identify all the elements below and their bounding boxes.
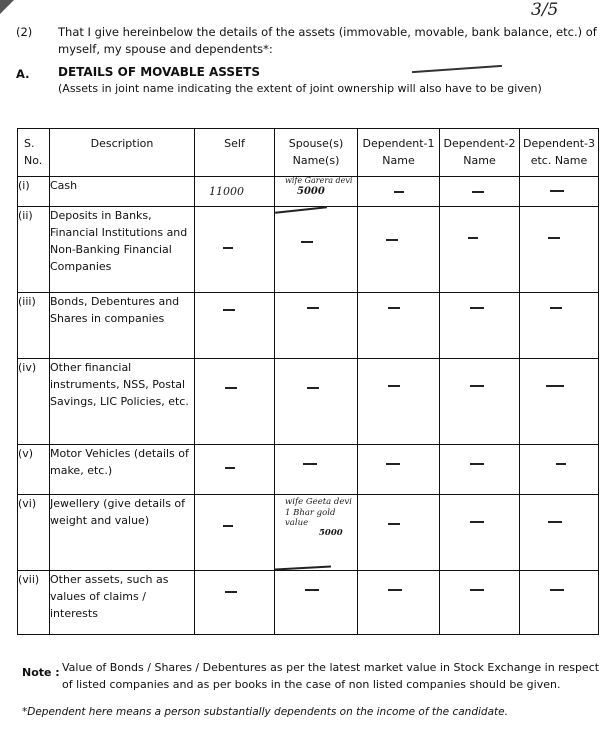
cell-dependent-3 (520, 177, 599, 207)
header-self: Self (195, 129, 275, 177)
dash-mark (303, 463, 317, 465)
table-row (18, 495, 599, 571)
section-note: (Assets in joint name indicating the extent of joint ownership will also have to be given) (58, 82, 542, 95)
dash-mark (548, 237, 560, 239)
dash-mark (470, 589, 484, 591)
cell-dependent-1 (358, 445, 440, 495)
cell-dependent-1 (358, 495, 440, 571)
row-number: (vi) (18, 495, 50, 571)
row-description: Other financial instruments, NSS, Postal Savings, LIC Policies, etc. (50, 359, 195, 445)
table-header-row (18, 129, 599, 177)
dash-mark (223, 247, 233, 249)
cell-dependent-1 (358, 177, 440, 207)
dash-mark (305, 589, 319, 591)
row-description: Cash (50, 177, 195, 207)
cell-dependent-3 (520, 207, 599, 293)
row-description: Motor Vehicles (details of make, etc.) (50, 445, 195, 495)
dash-mark (307, 387, 319, 389)
dash-mark (388, 385, 400, 387)
cell-dependent-3 (520, 359, 599, 445)
cell-spouse (275, 293, 358, 359)
table-row (18, 445, 599, 495)
dash-mark (468, 237, 478, 239)
header-dependent-2: Dependent-2 Name (440, 129, 520, 177)
cell-dependent-2 (440, 177, 520, 207)
row-number: (iii) (18, 293, 50, 359)
dash-mark (550, 589, 564, 591)
dash-mark (470, 307, 484, 309)
row-description: Jewellery (give details of weight and value) (50, 495, 195, 571)
cell-dependent-1 (358, 293, 440, 359)
dash-mark (301, 241, 313, 243)
row-number: (iv) (18, 359, 50, 445)
note-line-1: Value of Bonds / Shares / Debentures as per the latest market value in Stock Exchange in respect (62, 661, 600, 674)
table-row (18, 207, 599, 293)
dash-mark (388, 523, 400, 525)
cell-spouse (275, 177, 358, 207)
handwritten-value: 5000 (297, 185, 325, 197)
dash-mark (388, 307, 400, 309)
cell-dependent-2 (440, 293, 520, 359)
handwritten-value: 11000 (209, 185, 244, 198)
dash-mark (550, 307, 562, 309)
dash-mark (470, 463, 484, 465)
cell-self (195, 293, 275, 359)
cell-spouse (275, 571, 358, 635)
handwritten-note: wife Garera devi (285, 176, 353, 185)
intro-number: (2) (16, 25, 33, 39)
handwritten-note: wife Geeta devi 1 Bhar gold value (285, 497, 352, 529)
dash-mark (223, 309, 235, 311)
row-description: Bonds, Debentures and Shares in companies (50, 293, 195, 359)
dash-mark (223, 525, 233, 527)
movable-assets-table (17, 128, 599, 635)
dash-mark (225, 591, 237, 593)
intro-line-2: myself, my spouse and dependents*: (58, 42, 273, 56)
table-row (18, 293, 599, 359)
cell-self (195, 359, 275, 445)
row-description: Other assets, such as values of claims / interests (50, 571, 195, 635)
pen-stroke (412, 65, 502, 73)
cell-dependent-1 (358, 359, 440, 445)
footnote: *Dependent here means a person substantially dependents on the income of the candidate. (22, 706, 508, 718)
cell-self (195, 177, 275, 207)
cell-dependent-3 (520, 293, 599, 359)
intro-line-1: That I give hereinbelow the details of the assets (immovable, movable, bank balance, etc.) of (58, 25, 597, 39)
cell-spouse (275, 495, 358, 571)
cell-spouse (275, 359, 358, 445)
dash-mark (386, 463, 400, 465)
table-row (18, 177, 599, 207)
handwritten-value: 5000 (319, 527, 343, 538)
dash-mark (388, 589, 402, 591)
section-title: DETAILS OF MOVABLE ASSETS (58, 65, 261, 79)
header-spouse: Spouse(s) Name(s) (275, 129, 358, 177)
cell-dependent-3 (520, 571, 599, 635)
dash-mark (548, 521, 562, 523)
row-number: (vii) (18, 571, 50, 635)
cell-self (195, 571, 275, 635)
dash-mark (470, 385, 484, 387)
section-letter: A. (16, 67, 30, 81)
dash-mark (394, 191, 404, 193)
cell-dependent-3 (520, 495, 599, 571)
table-row (18, 359, 599, 445)
header-dependent-1: Dependent-1 Name (358, 129, 440, 177)
cell-self (195, 495, 275, 571)
dash-mark (386, 239, 398, 241)
page-mark: 3/5 (531, 0, 559, 20)
dash-mark (225, 467, 235, 469)
dash-mark (556, 463, 566, 465)
cell-self (195, 207, 275, 293)
header-dependent-3: Dependent-3 etc. Name (520, 129, 599, 177)
cell-spouse (275, 445, 358, 495)
dash-mark (546, 385, 564, 387)
dash-mark (550, 190, 564, 192)
scan-corner-mark (0, 0, 14, 14)
header-description: Description (50, 129, 195, 177)
cell-dependent-2 (440, 495, 520, 571)
note-label: Note : (22, 666, 60, 679)
dash-mark (307, 307, 319, 309)
row-number: (ii) (18, 207, 50, 293)
cell-self (195, 445, 275, 495)
cell-dependent-2 (440, 207, 520, 293)
dash-mark (225, 387, 237, 389)
dash-mark (472, 191, 484, 193)
cell-dependent-2 (440, 445, 520, 495)
cell-dependent-2 (440, 359, 520, 445)
cell-dependent-1 (358, 207, 440, 293)
table-row (18, 571, 599, 635)
row-description: Deposits in Banks, Financial Institutions and Non-Banking Financial Companies (50, 207, 195, 293)
row-number: (i) (18, 177, 50, 207)
cell-dependent-3 (520, 445, 599, 495)
cell-spouse (275, 207, 358, 293)
row-number: (v) (18, 445, 50, 495)
dash-mark (470, 521, 484, 523)
cell-dependent-1 (358, 571, 440, 635)
note-line-2: of listed companies and as per books in the case of non listed companies should be given. (62, 678, 561, 691)
cell-dependent-2 (440, 571, 520, 635)
header-sno: S. No. (18, 129, 50, 177)
